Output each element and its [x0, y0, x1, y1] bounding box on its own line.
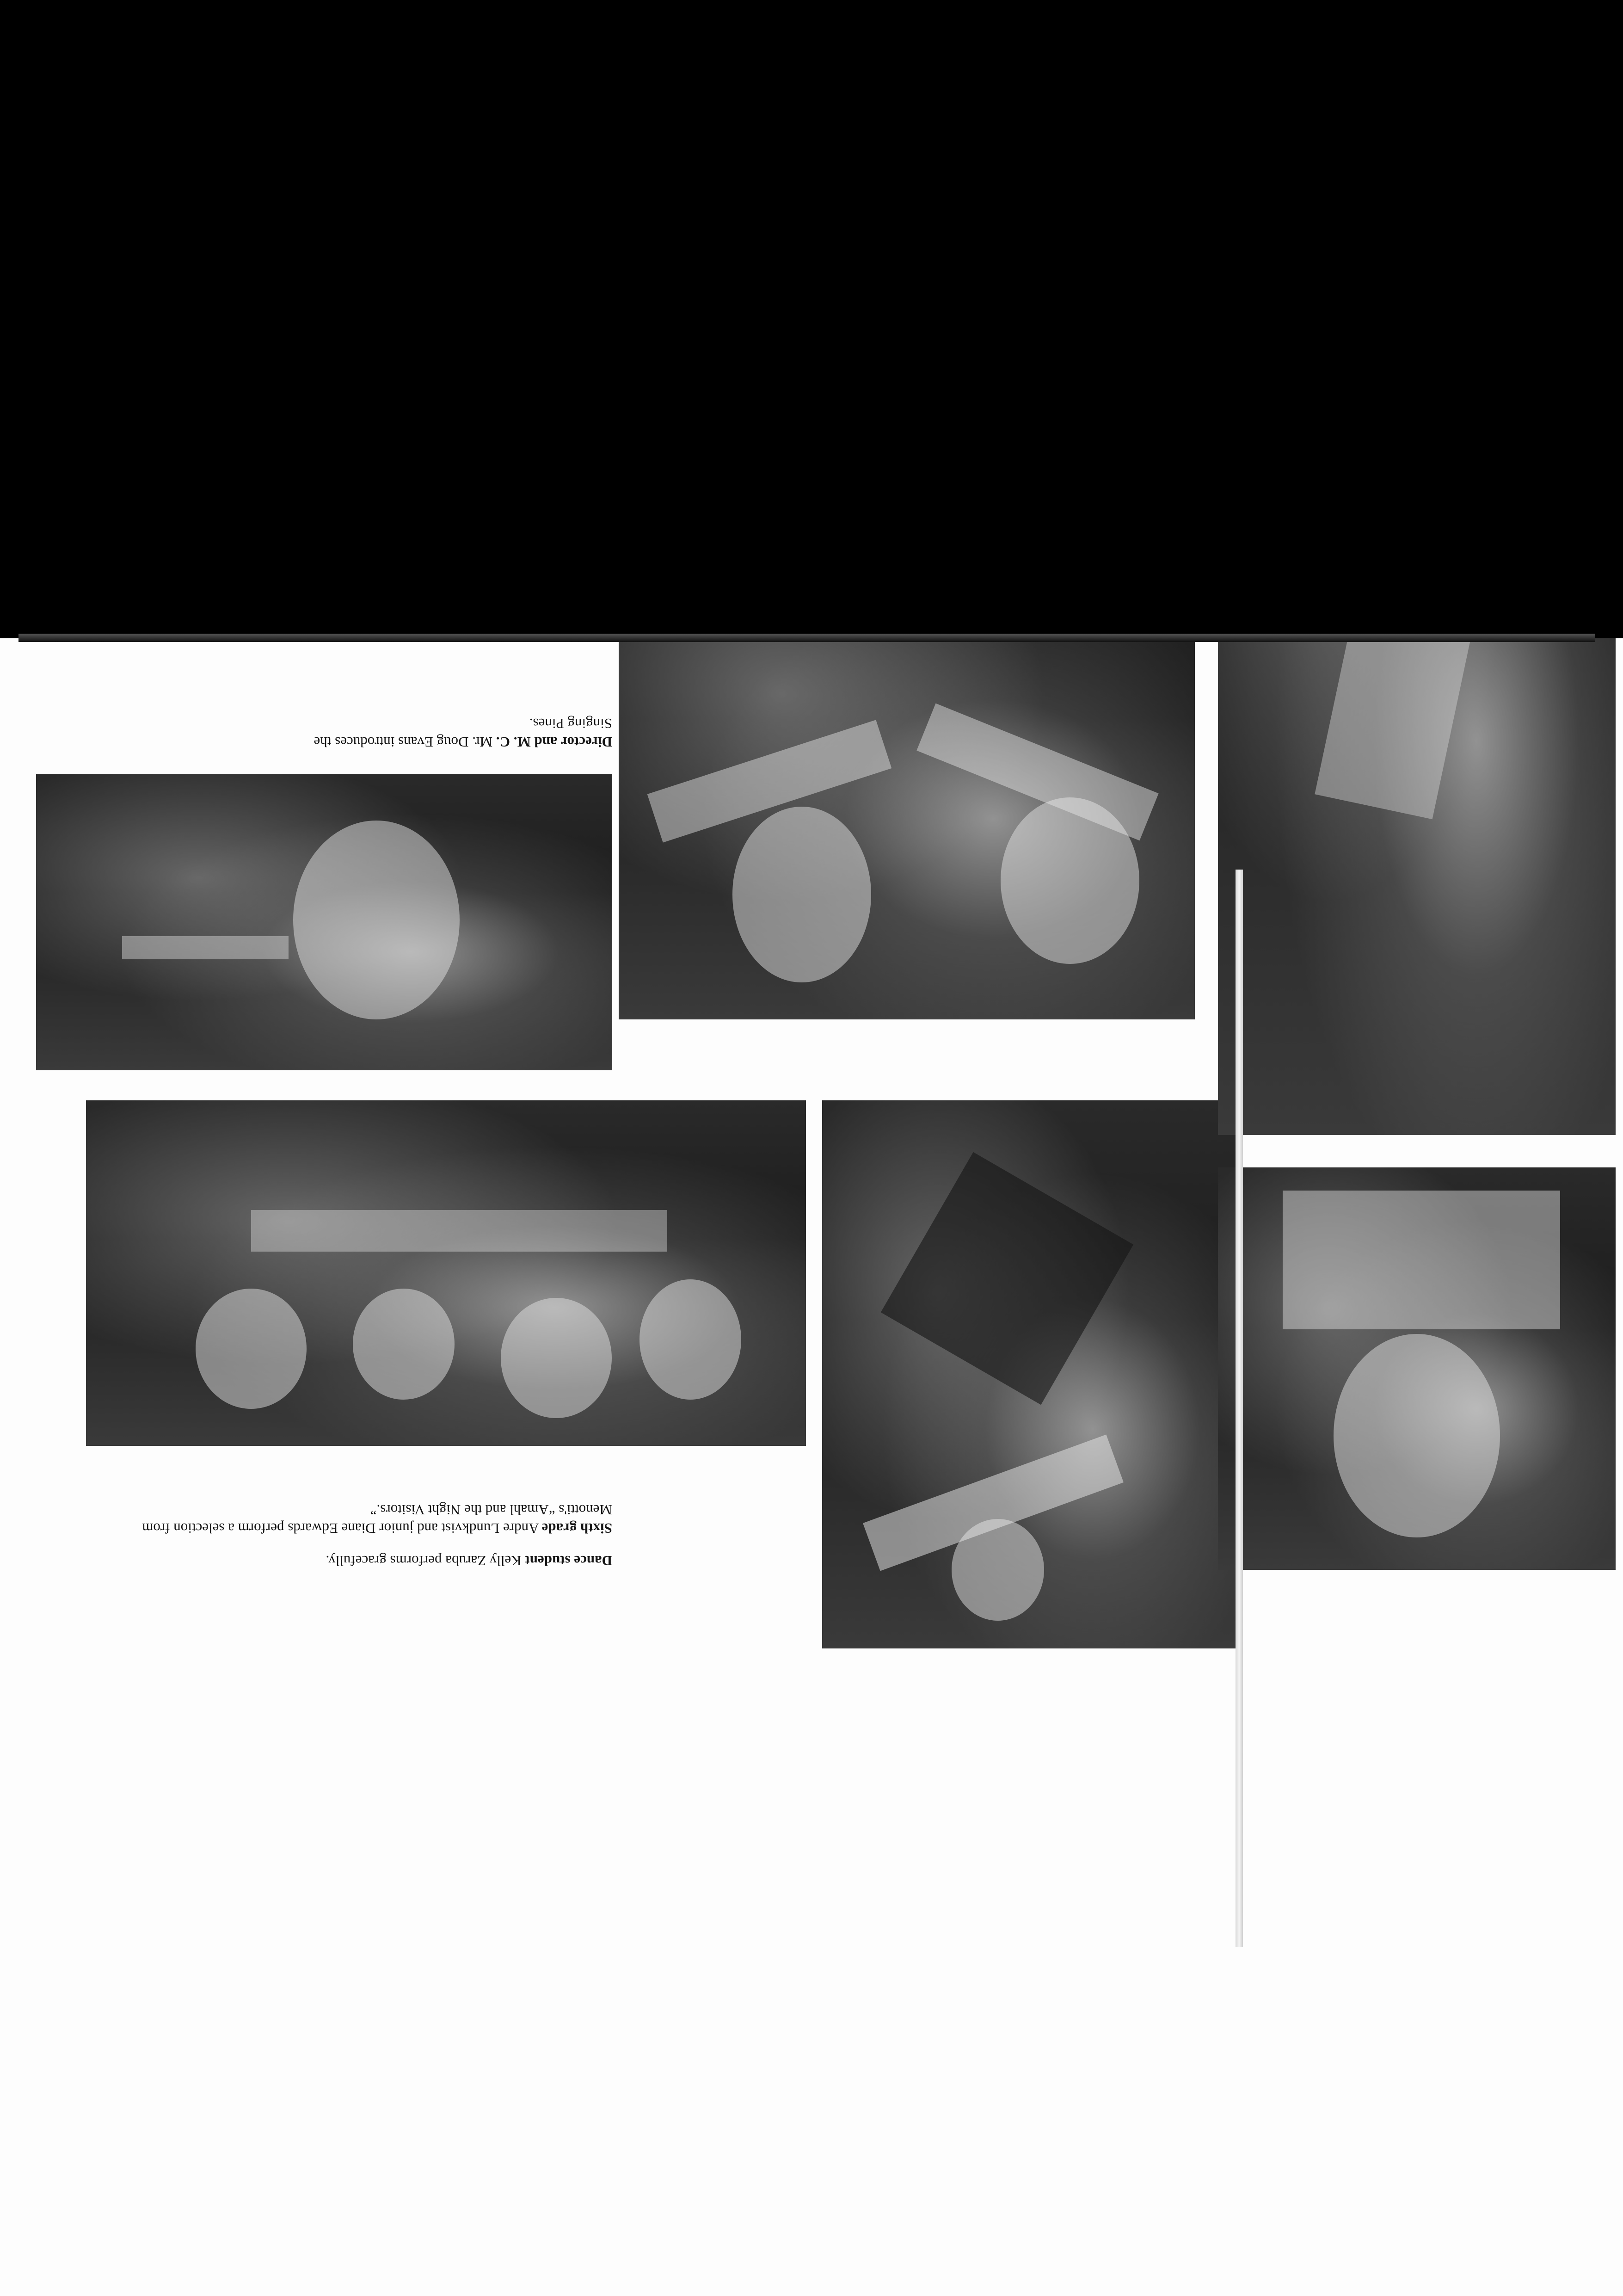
- photo-amahl-performance: [86, 1100, 806, 1446]
- page-gutter: [1236, 870, 1243, 1947]
- caption-dance-text: Kelly Zaruba performs gracefully.: [326, 1553, 525, 1569]
- black-cover-area: [0, 0, 1623, 638]
- photo-director: [36, 774, 612, 1070]
- caption-dance-lead: Dance student: [525, 1553, 612, 1569]
- photo-singer: [1218, 1167, 1616, 1570]
- caption-director-text: Mr. Doug Evans introduces the Singing Pines.: [314, 716, 612, 750]
- caption-sixth-grade-text: Andre Lundkvist and junior Diane Edwards perform a selection from Menotti's “Amahl and the Night Visitors.”: [142, 1502, 612, 1537]
- photo-dance-student: [822, 1100, 1238, 1648]
- caption-director: [279, 714, 612, 751]
- caption-sixth-grade: [122, 1500, 612, 1537]
- caption-dance: [122, 1551, 612, 1570]
- caption-sixth-grade-lead: Sixth grade: [541, 1520, 612, 1537]
- caption-director-lead: Director and M. C.: [496, 734, 612, 750]
- cover-edge: [18, 634, 1595, 642]
